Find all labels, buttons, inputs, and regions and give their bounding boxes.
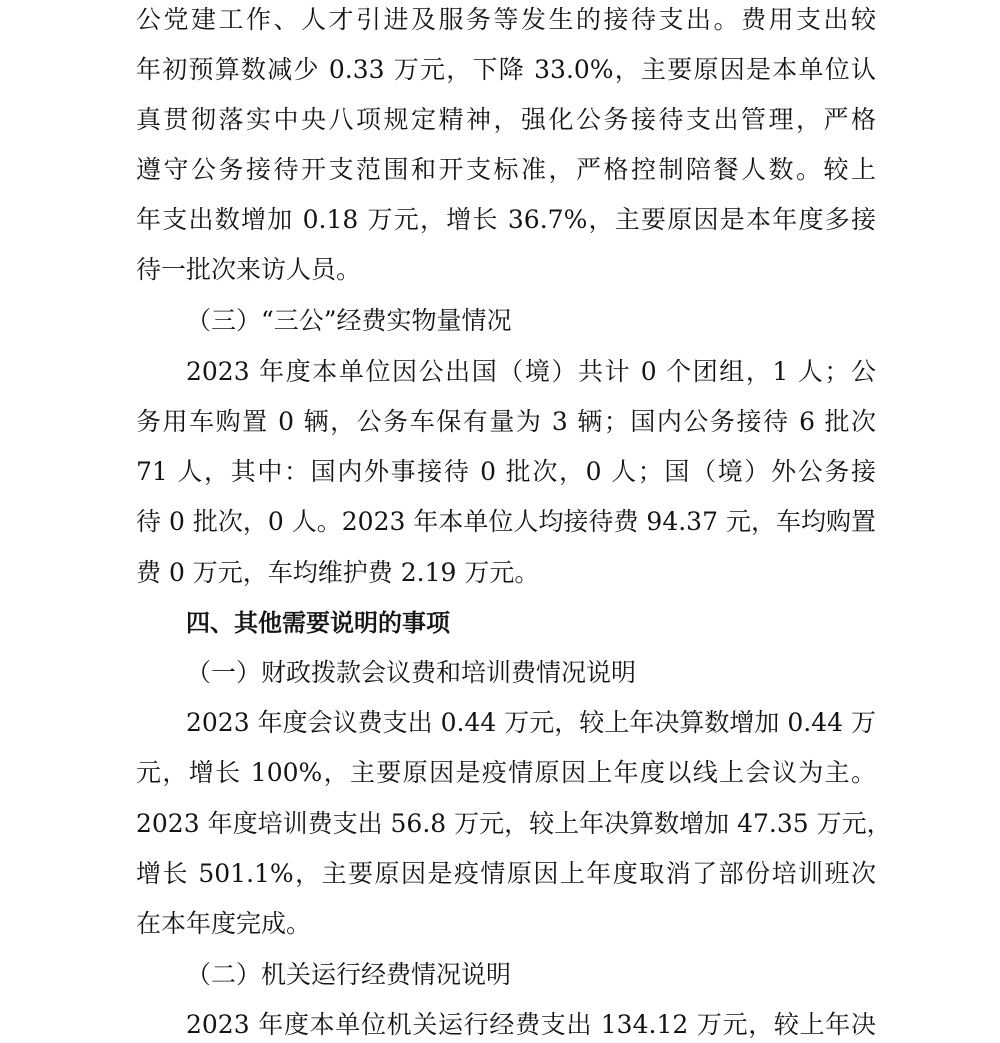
subsection-heading-operating-expenses: （二）机关运行经费情况说明	[186, 960, 512, 989]
paragraph-line-18: 增长 501.1%，主要原因是疫情原因上年度取消了部份培训班次	[136, 859, 876, 888]
subsection-heading-meeting-training: （一）财政拨款会议费和培训费情况说明	[186, 658, 637, 687]
paragraph-line-11: 待 0 批次，0 人。2023 年本单位人均接待费 94.37 元，车均购置	[136, 507, 876, 536]
paragraph-line-17: 2023 年度培训费支出 56.8 万元，较上年决算数增加 47.35 万元，	[136, 809, 892, 838]
paragraph-line-15: 2023 年度会议费支出 0.44 万元，较上年决算数增加 0.44 万	[186, 708, 876, 737]
paragraph-line-5: 年支出数增加 0.18 万元，增长 36.7%，主要原因是本年度多接	[136, 205, 876, 234]
paragraph-line-1: 公党建工作、人才引进及服务等发生的接待支出。费用支出较	[136, 5, 876, 34]
paragraph-line-21: 2023 年度本单位机关运行经费支出 134.12 万元，较上年决	[186, 1010, 876, 1039]
paragraph-line-3: 真贯彻落实中央八项规定精神，强化公务接待支出管理，严格	[136, 105, 876, 134]
paragraph-line-19: 在本年度完成。	[136, 909, 312, 938]
paragraph-line-6: 待一批次来访人员。	[136, 255, 362, 284]
paragraph-line-10: 71 人，其中：国内外事接待 0 批次，0 人；国（境）外公务接	[136, 457, 876, 486]
section-heading-other-matters: 四、其他需要说明的事项	[186, 609, 450, 637]
paragraph-line-4: 遵守公务接待开支范围和开支标准，严格控制陪餐人数。较上	[136, 155, 876, 184]
paragraph-line-2: 年初预算数减少 0.33 万元，下降 33.0%，主要原因是本单位认	[136, 55, 876, 84]
section-heading-sanggong-physical: （三）“三公”经费实物量情况	[186, 306, 512, 335]
paragraph-line-9: 务用车购置 0 辆，公务车保有量为 3 辆；国内公务接待 6 批次	[136, 407, 876, 436]
paragraph-line-12: 费 0 万元，车均维护费 2.19 万元。	[136, 558, 540, 587]
paragraph-line-16: 元，增长 100%，主要原因是疫情原因上年度以线上会议为主。	[136, 758, 876, 787]
paragraph-line-8: 2023 年度本单位因公出国（境）共计 0 个团组，1 人；公	[186, 357, 876, 386]
